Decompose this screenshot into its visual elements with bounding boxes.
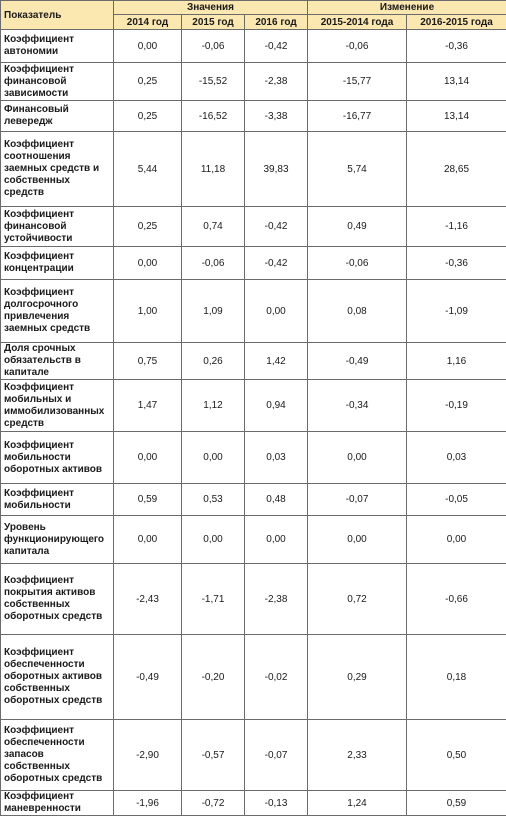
indicator-column-header: Показатель [1, 1, 114, 30]
column-header-change-2016-2015: 2016-2015 года [407, 15, 506, 30]
table-cell: 28,65 [407, 132, 506, 207]
column-header-2014: 2014 год [114, 15, 182, 30]
row-label: Коэффициент мобильности оборотных активов [1, 432, 114, 484]
row-label: Коэффициент финансовой зависимости [1, 63, 114, 101]
table-cell: -0,42 [245, 30, 308, 63]
table-cell: -0,19 [407, 380, 506, 432]
table-cell: 2,33 [308, 720, 407, 791]
table-cell: -0,06 [182, 30, 245, 63]
table-cell: -1,09 [407, 280, 506, 343]
table-cell: 0,00 [114, 30, 182, 63]
change-group-header: Изменение [308, 1, 506, 15]
table-cell: -15,52 [182, 63, 245, 101]
table-cell: -0,49 [308, 343, 407, 380]
column-header-change-2015-2014: 2015-2014 года [308, 15, 407, 30]
table-cell: 5,44 [114, 132, 182, 207]
table-cell: -0,06 [308, 30, 407, 63]
row-label: Уровень функционирующего капитала [1, 516, 114, 564]
table-cell: -0,42 [245, 207, 308, 247]
table-cell: -0,02 [245, 635, 308, 720]
table-cell: -0,49 [114, 635, 182, 720]
table-cell: 0,00 [308, 432, 407, 484]
table-row [1, 101, 506, 132]
table-cell: 0,75 [114, 343, 182, 380]
table-cell: -1,16 [407, 207, 506, 247]
table-cell: -1,96 [114, 791, 182, 816]
row-label: Коэффициент мобильных и иммобилизованных средств [1, 380, 114, 432]
table-cell: 1,47 [114, 380, 182, 432]
table-header [1, 1, 506, 30]
table-row [1, 63, 506, 101]
table-cell: 1,42 [245, 343, 308, 380]
table-cell: -2,43 [114, 564, 182, 635]
table-cell: 1,16 [407, 343, 506, 380]
column-header-2016: 2016 год [245, 15, 308, 30]
table-cell: 0,25 [114, 207, 182, 247]
table-cell: 0,53 [182, 484, 245, 516]
table-row [1, 791, 506, 816]
row-label: Коэффициент покрытия активов собственных оборотных средств [1, 564, 114, 635]
table-row [1, 516, 506, 564]
table-cell: 0,29 [308, 635, 407, 720]
table-cell: 0,18 [407, 635, 506, 720]
table-cell: 0,48 [245, 484, 308, 516]
table-cell: -16,77 [308, 101, 407, 132]
table-cell: -0,72 [182, 791, 245, 816]
table-cell: -0,42 [245, 247, 308, 280]
table-row [1, 635, 506, 720]
table-cell: 5,74 [308, 132, 407, 207]
table-cell: 0,00 [308, 516, 407, 564]
table-cell: 0,08 [308, 280, 407, 343]
table-cell: 1,12 [182, 380, 245, 432]
table-cell: -0,36 [407, 247, 506, 280]
table-row [1, 30, 506, 63]
table-cell: 0,00 [182, 432, 245, 484]
table-cell: 0,03 [245, 432, 308, 484]
table-cell: -0,13 [245, 791, 308, 816]
table-cell: 0,59 [407, 791, 506, 816]
values-group-header: Значения [114, 1, 308, 15]
table-cell: 0,25 [114, 63, 182, 101]
table-cell: -0,06 [308, 247, 407, 280]
table-row [1, 484, 506, 516]
table-cell: -0,34 [308, 380, 407, 432]
table-cell: 0,26 [182, 343, 245, 380]
row-label: Коэффициент финансовой устойчивости [1, 207, 114, 247]
table-cell: 13,14 [407, 101, 506, 132]
table-row [1, 207, 506, 247]
table-cell: 13,14 [407, 63, 506, 101]
table-cell: 11,18 [182, 132, 245, 207]
table-cell: -0,07 [308, 484, 407, 516]
table-cell: -2,90 [114, 720, 182, 791]
column-header-2015: 2015 год [182, 15, 245, 30]
table-body [1, 30, 506, 816]
table-cell: 1,00 [114, 280, 182, 343]
table-cell: 1,24 [308, 791, 407, 816]
row-label: Коэффициент соотношения заемных средств и собственных средств [1, 132, 114, 207]
table-cell: 0,94 [245, 380, 308, 432]
table-row [1, 280, 506, 343]
table-cell: 0,74 [182, 207, 245, 247]
table-cell: -0,07 [245, 720, 308, 791]
table-cell: 0,59 [114, 484, 182, 516]
table-cell: -2,38 [245, 63, 308, 101]
table-cell: -0,36 [407, 30, 506, 63]
table-cell: -16,52 [182, 101, 245, 132]
row-label: Доля срочных обязательств в капитале [1, 343, 114, 380]
table-cell: 0,00 [245, 516, 308, 564]
row-label: Коэффициент долгосрочного привлечения заемных средств [1, 280, 114, 343]
table-cell: 0,25 [114, 101, 182, 132]
table-cell: -3,38 [245, 101, 308, 132]
table-cell: -0,66 [407, 564, 506, 635]
table-row [1, 564, 506, 635]
row-label: Коэффициент автономии [1, 30, 114, 63]
table-row [1, 432, 506, 484]
table-cell: -0,57 [182, 720, 245, 791]
row-label: Коэффициент обеспеченности запасов собственных оборотных средств [1, 720, 114, 791]
row-label: Коэффициент концентрации [1, 247, 114, 280]
table-cell: 0,00 [114, 516, 182, 564]
row-label: Финансовый левередж [1, 101, 114, 132]
table-cell: -2,38 [245, 564, 308, 635]
row-label: Коэффициент обеспеченности оборотных активов собственных оборотных средств [1, 635, 114, 720]
table-row [1, 247, 506, 280]
row-label: Коэффициент мобильности [1, 484, 114, 516]
table-cell: -0,06 [182, 247, 245, 280]
table-cell: -15,77 [308, 63, 407, 101]
table-cell: -1,71 [182, 564, 245, 635]
table-cell: 1,09 [182, 280, 245, 343]
table-cell: 0,49 [308, 207, 407, 247]
table-cell: 0,00 [114, 432, 182, 484]
table-cell: 0,72 [308, 564, 407, 635]
table-row [1, 720, 506, 791]
table-cell: 0,00 [182, 516, 245, 564]
table-cell: 0,50 [407, 720, 506, 791]
row-label: Коэффициент маневренности [1, 791, 114, 816]
table-row [1, 343, 506, 380]
table-cell: 0,00 [245, 280, 308, 343]
table-cell: 0,03 [407, 432, 506, 484]
table-cell: 0,00 [114, 247, 182, 280]
table-row [1, 380, 506, 432]
table-row [1, 132, 506, 207]
table-cell: -0,05 [407, 484, 506, 516]
table-cell: 39,83 [245, 132, 308, 207]
table-cell: -0,20 [182, 635, 245, 720]
table-cell: 0,00 [407, 516, 506, 564]
